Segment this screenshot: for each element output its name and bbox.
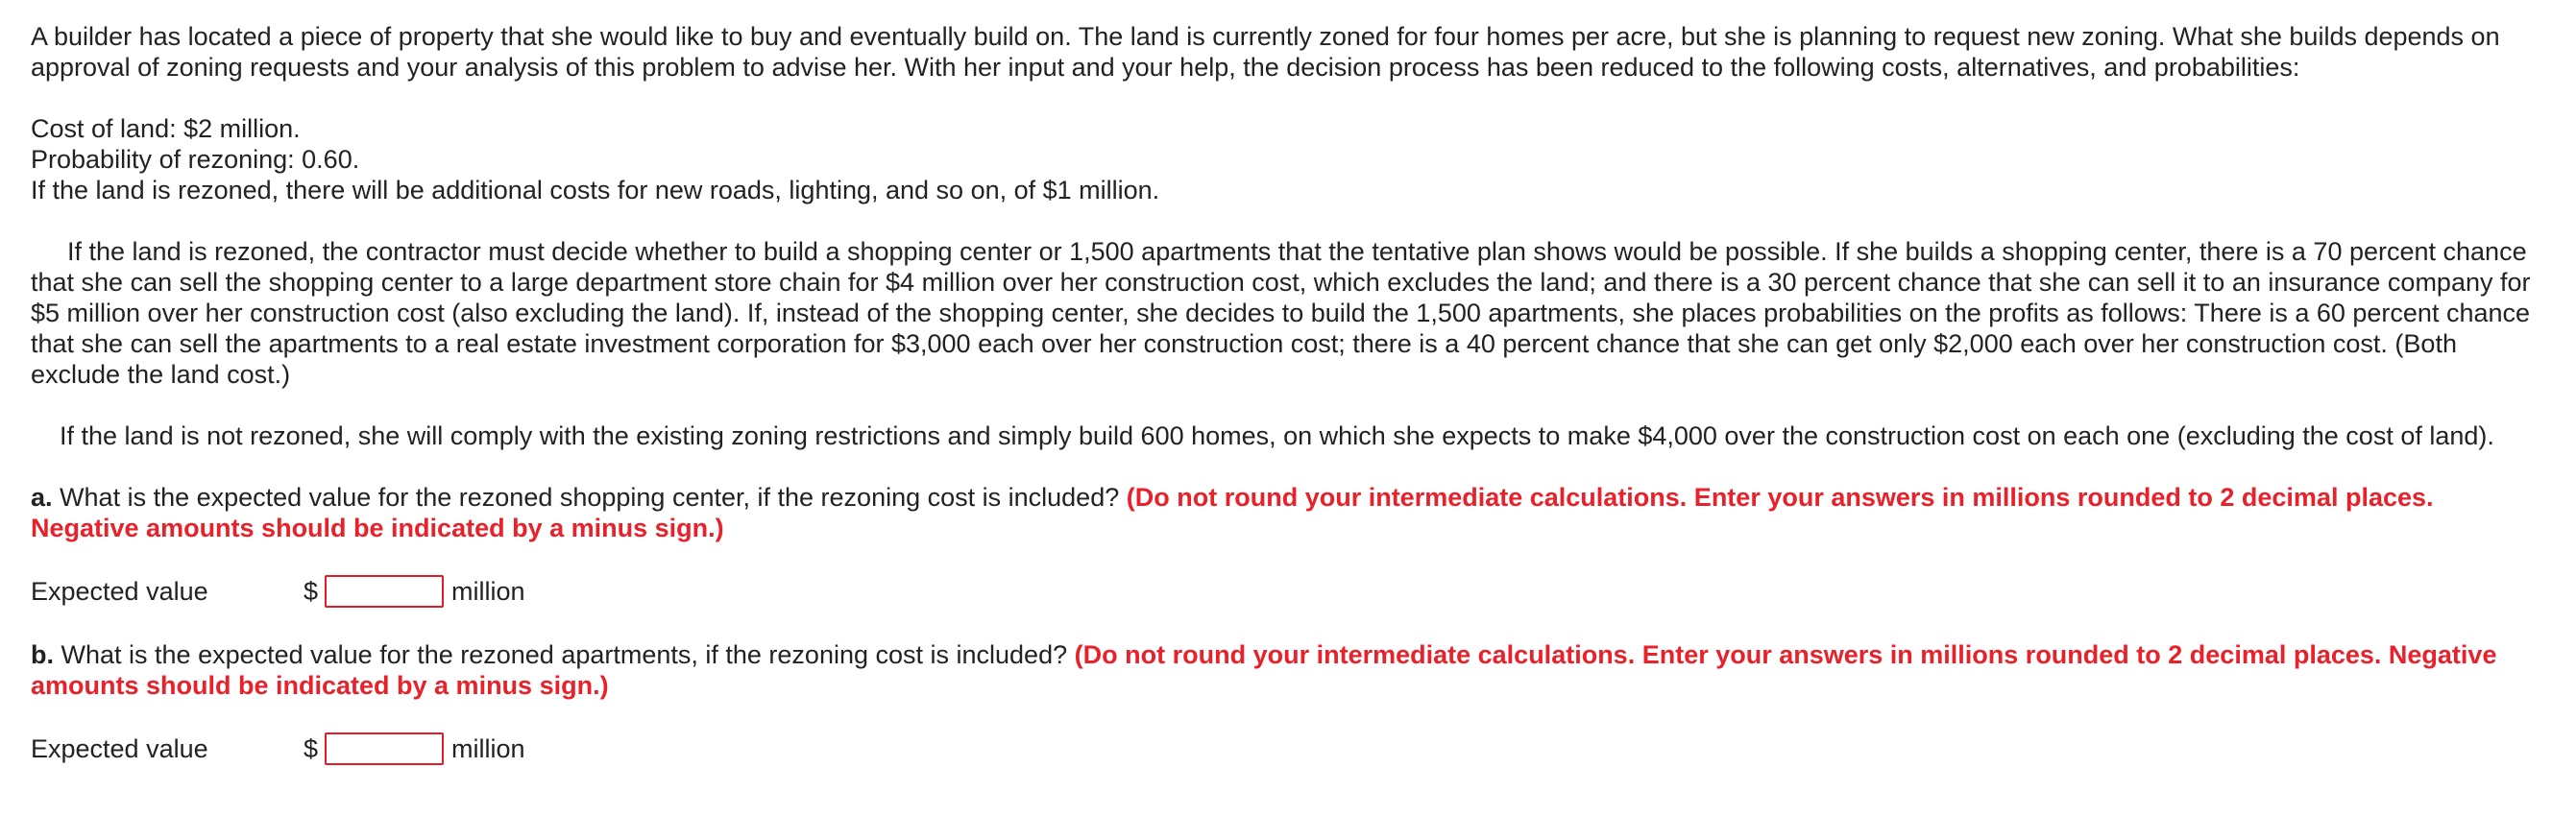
fact-additional-costs: If the land is rezoned, there will be additional costs for new roads, lighting, and so on, of $1 million. (31, 176, 1160, 204)
fact-probability-of-rezoning: Probability of rezoning: 0.60. (31, 145, 360, 174)
answer-a-currency: $ (304, 577, 319, 606)
answer-row-a (31, 572, 2547, 611)
question-b-letter: b. (31, 640, 54, 669)
question-a-text: What is the expected value for the rezoned shopping center, if the rezoning cost is included? (60, 483, 1120, 512)
question-b (31, 639, 2547, 701)
answer-b-currency: $ (304, 734, 319, 763)
question-a-instruction: (Do not round your intermediate calculations. Enter your answers in millions rounded to 2 decimal places. Negative amounts should be indicated by a minus sign.) (31, 483, 2434, 542)
answer-a-label: Expected value (31, 577, 208, 606)
fact-cost-of-land: Cost of land: $2 million. (31, 114, 301, 143)
answer-b-label: Expected value (31, 734, 208, 763)
answer-row-b (31, 730, 2547, 768)
question-a-letter: a. (31, 483, 53, 512)
expected-value-input-a[interactable] (325, 575, 444, 608)
not-rezoned-paragraph: If the land is not rezoned, she will comply with the existing zoning restrictions and simply build 600 homes, on which she expects to make $4,000 over the construction cost on each one (excluding the cost of land). (60, 421, 2494, 450)
question-a (31, 482, 2547, 543)
question-b-instruction: (Do not round your intermediate calculations. Enter your answers in millions rounded to 2 decimal places. Negative amounts should be indicated by a minus sign.) (31, 640, 2497, 700)
rezoned-paragraph: If the land is rezoned, the contractor must decide whether to build a shopping center or 1,500 apartments that the tentative plan shows would be possible. If she builds a shopping center, there is a 70 percent chance that she can sell the shopping center to a large department store chain for $4 million over her construction cost, which excludes the land; and there is a 30 percent chance that she can sell it to an insurance company for $5 million over her construction cost (also excluding the land). If, instead of the shopping center, she decides to build the 1,500 apartments, she places probabilities on the profits as follows: There is a 60 percent chance that she can sell the apartments to a real estate investment corporation for $3,000 each over her construction cost; there is a 40 percent chance that she can get only $2,000 each over her construction cost. (Both exclude the land cost.) (31, 237, 2531, 389)
expected-value-input-b[interactable] (325, 732, 444, 765)
problem-intro: A builder has located a piece of property that she would like to buy and eventually build on. The land is currently zoned for four homes per acre, but she is planning to request new zoning. What she builds depends on approval of zoning requests and your analysis of this problem to advise her. With her input and your help, the decision process has been reduced to the following costs, alternatives, and probabilities: (31, 22, 2500, 82)
answer-b-unit: million (451, 734, 525, 763)
problem-facts (31, 113, 2547, 205)
answer-a-unit: million (451, 577, 525, 606)
question-b-text: What is the expected value for the rezoned apartments, if the rezoning cost is included? (61, 640, 1068, 669)
